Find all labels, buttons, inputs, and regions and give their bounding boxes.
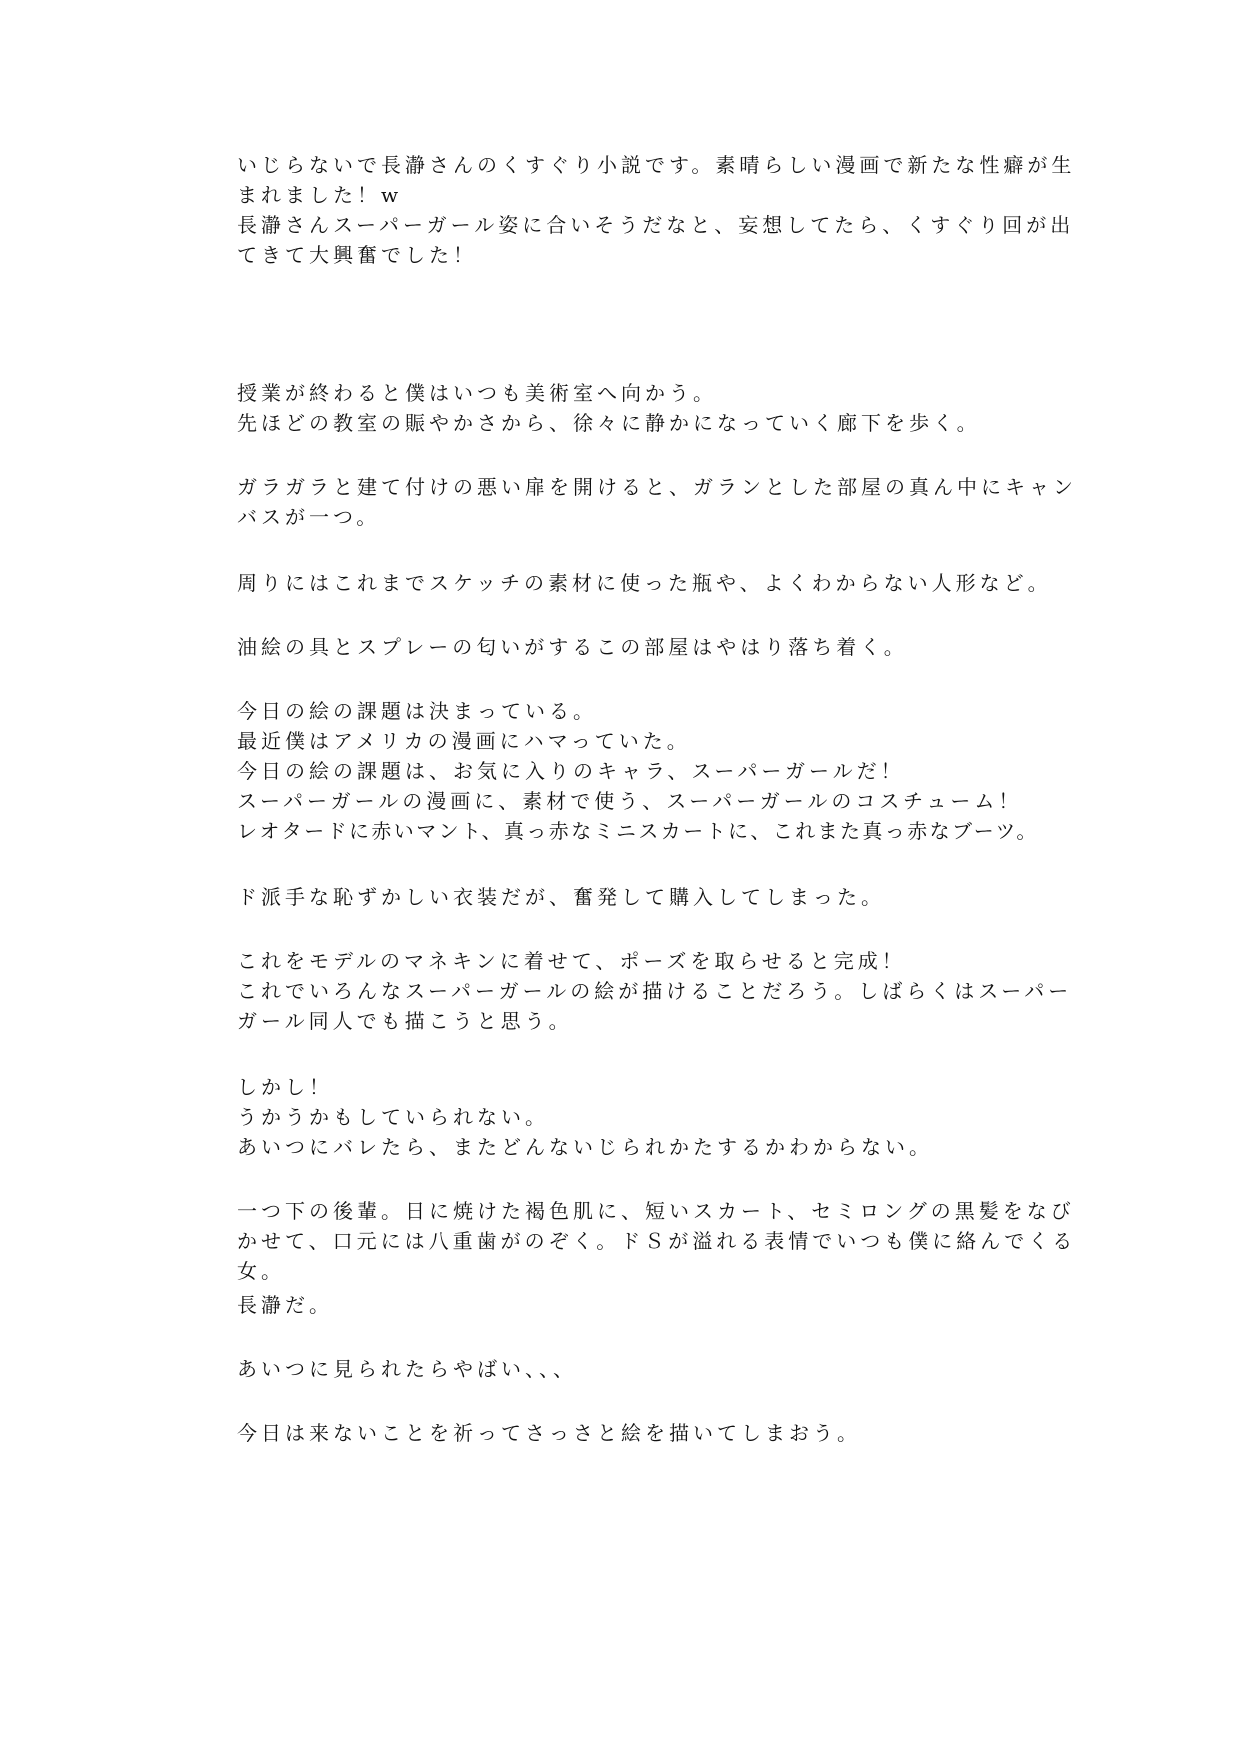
intro-paragraph <box>237 150 1075 270</box>
paragraph <box>237 378 981 438</box>
text-line: 一つ下の後輩。日に焼けた褐色肌に、短いスカート、セミロングの黒髪をなび <box>237 1199 1075 1223</box>
text-line: てきて大興奮でした！ <box>237 243 477 267</box>
paragraph <box>237 696 1039 846</box>
text-line: 今日は来ないことを祈ってさっさと絵を描いてしまおう。 <box>237 1421 861 1445</box>
paragraph <box>237 1354 577 1384</box>
paragraph <box>237 946 1072 1036</box>
text-line: 周りにはこれまでスケッチの素材に使った瓶や、よくわからない人形など。 <box>237 571 1052 595</box>
text-line: いじらないで長瀞さんのくすぐり小説です。素晴らしい漫画で新たな性癖が生 <box>237 153 1076 177</box>
text-line: 長瀞さんスーパーガール姿に合いそうだなと、妄想してたら、くすぐり回が出 <box>237 213 1075 237</box>
text-line: まれました！w <box>237 183 403 207</box>
text-line: レオタードに赤いマント、真っ赤なミニスカートに、これまた真っ赤なブーツ。 <box>237 819 1039 843</box>
paragraph <box>237 472 1077 532</box>
text-line: これでいろんなスーパーガールの絵が描けることだろう。しばらくはスーパー <box>237 979 1073 1003</box>
text-line: かせて、口元には八重歯がのぞく。ドＳが溢れる表情でいつも僕に絡んでくる <box>237 1229 1077 1253</box>
text-line: あいつに見られたらやばい、、、 <box>237 1357 577 1381</box>
text-line: 今日の絵の課題は決まっている。 <box>237 699 597 723</box>
text-line: あいつにバレたら、またどんないじられかたするかわからない。 <box>237 1135 933 1159</box>
text-line: バスが一つ。 <box>237 505 381 529</box>
text-line: しかし！ <box>237 1075 333 1099</box>
text-line: これをモデルのマネキンに着せて、ポーズを取らせると完成！ <box>237 949 906 973</box>
paragraph <box>237 568 1052 598</box>
paragraph <box>237 882 885 912</box>
text-line: 女。 <box>237 1259 285 1283</box>
paragraph <box>237 1196 1076 1286</box>
paragraph <box>237 1072 933 1162</box>
text-line: 先ほどの教室の賑やかさから、徐々に静かになっていく廊下を歩く。 <box>237 411 981 435</box>
text-line: 長瀞だ。 <box>237 1293 333 1317</box>
text-line: ド派手な恥ずかしい衣装だが、奮発して購入してしまった。 <box>237 885 885 909</box>
text-line: うかうかもしていられない。 <box>237 1105 549 1129</box>
paragraph <box>237 1290 333 1320</box>
text-line: スーパーガールの漫画に、素材で使う、スーパーガールのコスチューム！ <box>237 789 1023 813</box>
paragraph <box>237 1418 861 1448</box>
paragraph <box>237 632 908 662</box>
text-line: ガラガラと建て付けの悪い扉を開けると、ガランとした部屋の真ん中にキャン <box>237 475 1077 499</box>
text-line: ガール同人でも描こうと思う。 <box>237 1009 573 1033</box>
text-line: 油絵の具とスプレーの匂いがするこの部屋はやはり落ち着く。 <box>237 635 908 659</box>
text-line: 今日の絵の課題は、お気に入りのキャラ、スーパーガールだ！ <box>237 759 905 783</box>
text-line: 授業が終わると僕はいつも美術室へ向かう。 <box>237 381 717 405</box>
text-line: 最近僕はアメリカの漫画にハマっていた。 <box>237 729 691 753</box>
